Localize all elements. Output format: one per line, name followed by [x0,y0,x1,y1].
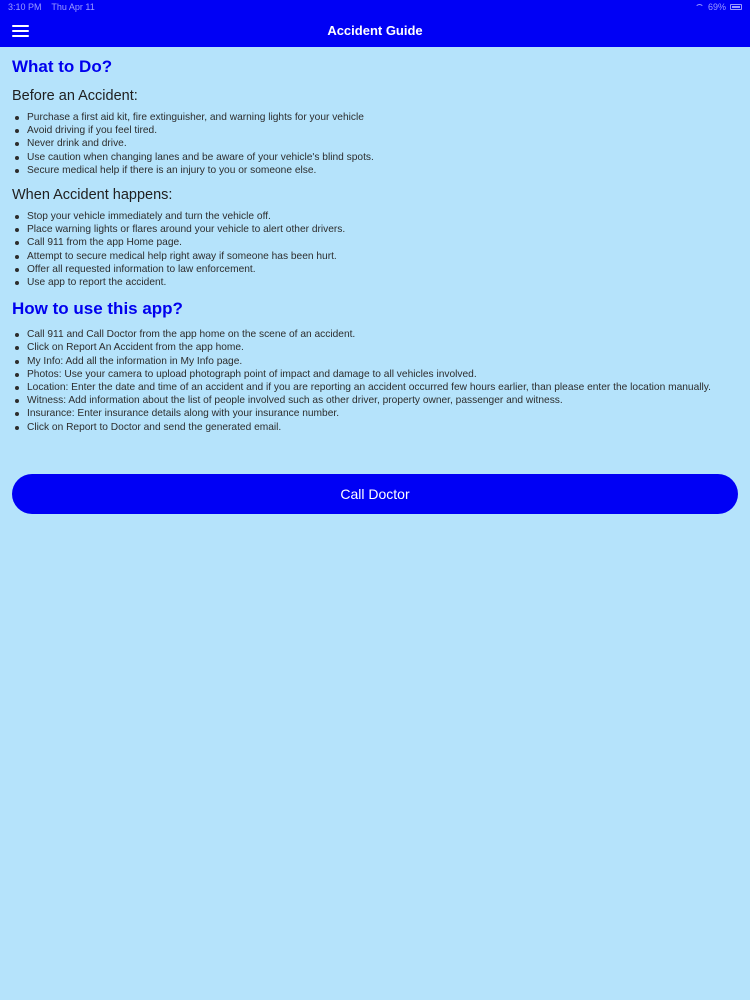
how-to-use-heading: How to use this app? [12,299,183,319]
call-doctor-button[interactable]: Call Doctor [12,474,738,514]
list-item: Place warning lights or flares around your vehicle to alert other drivers. [12,223,739,236]
list-item: Never drink and drive. [12,137,739,150]
list-item: Offer all requested information to law enforcement. [12,263,739,276]
status-date: Thu Apr 11 [51,2,95,12]
how-to-use-list [12,328,739,434]
list-item: Attempt to secure medical help right away if someone has been hurt. [12,250,739,263]
when-accident-heading: When Accident happens: [12,187,173,204]
list-item: Witness: Add information about the list of people involved such as other driver, property owner, passenger and witness. [12,394,739,407]
what-to-do-heading: What to Do? [12,57,113,76]
battery-icon [730,4,742,10]
status-indicators [695,0,742,14]
list-item: Insurance: Enter insurance details along with your insurance number. [12,407,739,420]
list-item: My Info: Add all the information in My Info page. [12,355,739,368]
navigation-bar [0,14,750,47]
list-item: Stop your vehicle immediately and turn the vehicle off. [12,210,739,223]
list-item: Purchase a first aid kit, fire extinguisher, and warning lights for your vehicle [12,111,739,124]
list-item: Use caution when changing lanes and be aware of your vehicle's blind spots. [12,151,739,164]
before-accident-heading: Before an Accident: [12,88,138,104]
list-item: Call 911 from the app Home page. [12,236,739,249]
page-title: Accident Guide [327,23,423,38]
list-item: Photos: Use your camera to upload photograph point of impact and damage to all vehicles involved. [12,368,739,381]
status-time: 3:10 PM [8,2,42,12]
before-accident-list [12,111,739,177]
list-item: Secure medical help if there is an injury to you or someone else. [12,164,739,177]
status-time-date [8,0,95,14]
list-item: Avoid driving if you feel tired. [12,124,739,137]
list-item: Use app to report the accident. [12,276,739,289]
battery-percent: 69% [707,2,726,12]
wifi-icon [695,4,704,11]
guide-content [12,56,739,434]
list-item: Call 911 and Call Doctor from the app home on the scene of an accident. [12,328,739,341]
status-bar [0,0,750,14]
when-accident-list [12,210,739,289]
list-item: Click on Report An Accident from the app home. [12,341,739,354]
list-item: Location: Enter the date and time of an accident and if you are reporting an accident occurred few hours earlier, than please enter the location manually. [12,381,739,394]
list-item: Click on Report to Doctor and send the generated email. [12,421,739,434]
